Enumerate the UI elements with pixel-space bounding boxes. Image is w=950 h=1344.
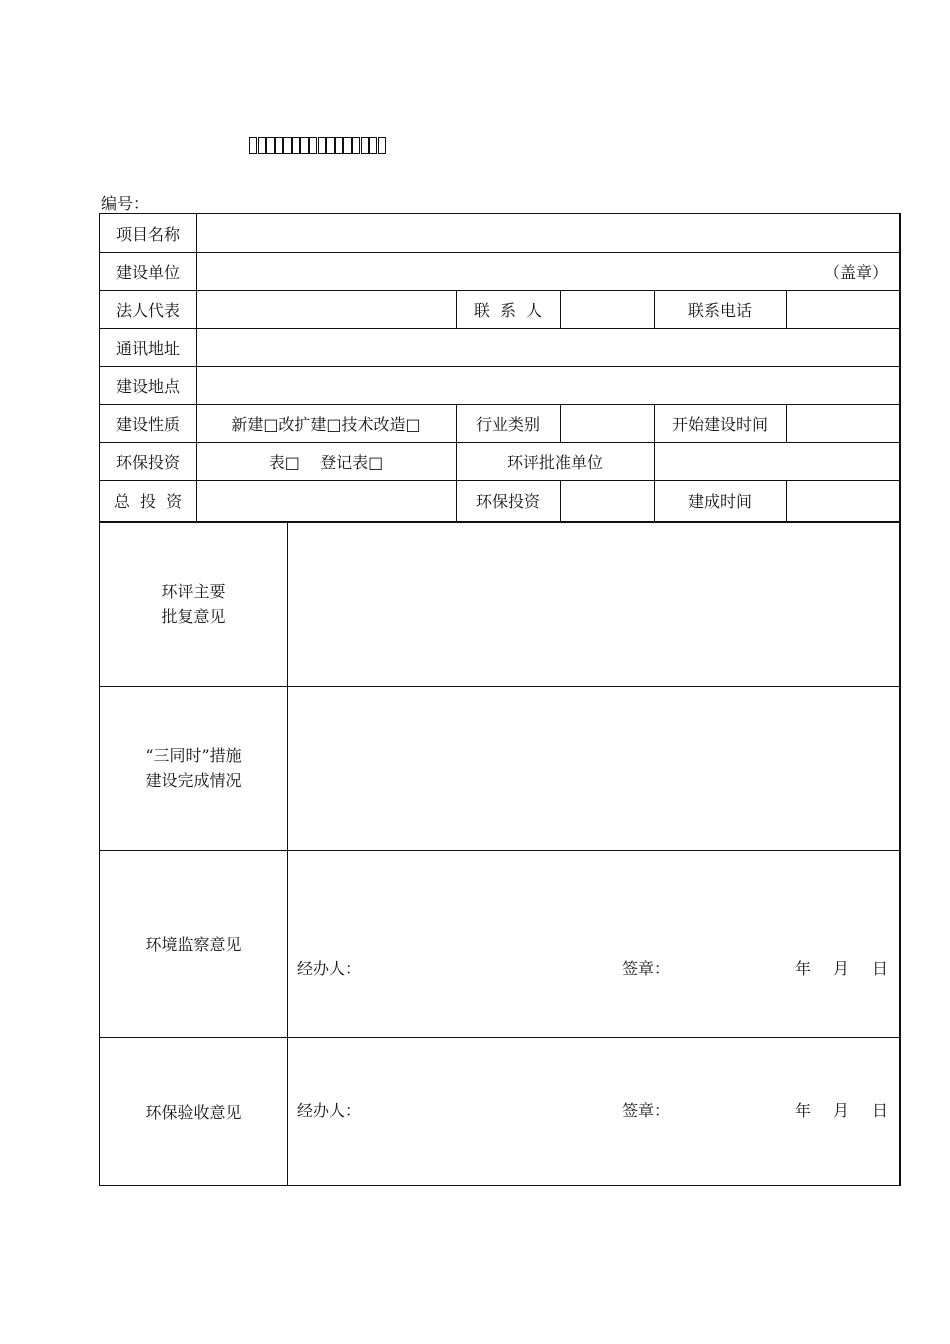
acceptance-year: 年 [795, 1101, 812, 1120]
field-eia-opinion[interactable] [287, 522, 900, 686]
label-three-same [100, 686, 287, 850]
label-address: 通讯地址 [115, 338, 180, 358]
number-label: 编号： [101, 194, 150, 213]
label-eia-opinion [100, 522, 287, 686]
field-total-invest[interactable] [196, 480, 456, 520]
label-env-invest: 环保投资 [115, 452, 180, 472]
label-nature: 建设性质 [115, 414, 180, 434]
field-phone[interactable] [786, 290, 900, 328]
title-glyph-box [300, 137, 308, 154]
acceptance-handler: 经办人： [297, 1101, 362, 1120]
label-complete-time: 建成时间 [687, 491, 752, 511]
acceptance-seal: 签章： [622, 1101, 671, 1120]
title-glyph-box [343, 137, 351, 154]
field-env-invest-2[interactable] [560, 480, 654, 520]
label-supervision: 环境监察意见 [145, 935, 242, 954]
field-site[interactable] [196, 366, 900, 404]
title-glyph-box [292, 137, 300, 154]
label-start-time: 开始建设时间 [671, 414, 768, 434]
label-approval-unit: 环评批准单位 [506, 452, 603, 472]
label-acceptance: 环保验收意见 [145, 1102, 242, 1122]
title-glyph-box [318, 137, 326, 154]
title-glyph-box [352, 137, 360, 154]
label-contact: 联 系 人 [473, 300, 543, 320]
field-project-name[interactable] [196, 214, 900, 252]
title-glyph-box [326, 137, 334, 154]
field-complete-time[interactable] [786, 480, 900, 520]
three-same-line1: “三同时”措施 [145, 746, 242, 765]
label-site: 建设地点 [115, 376, 180, 396]
eia-opinion-line1: 环评主要 [161, 582, 226, 601]
eia-opinion-line2: 批复意见 [161, 607, 226, 626]
title-glyph-box [369, 137, 377, 154]
field-supervision[interactable] [287, 850, 900, 1037]
label-legal-rep: 法人代表 [115, 300, 180, 320]
field-three-same[interactable] [287, 686, 900, 850]
field-address[interactable] [196, 328, 900, 366]
label-builder: 建设单位 [115, 262, 180, 282]
label-env-invest-2: 环保投资 [475, 491, 540, 511]
field-approval-unit[interactable] [654, 442, 900, 480]
title-glyph-box [283, 137, 291, 154]
field-start-time[interactable] [786, 404, 900, 442]
field-legal-rep[interactable] [196, 290, 456, 328]
title-glyph-box [258, 137, 266, 154]
field-industry[interactable] [560, 404, 654, 442]
supervision-seal: 签章： [622, 959, 671, 978]
table-hline [99, 1185, 901, 1186]
label-phone: 联系电话 [687, 300, 752, 320]
title-glyph-box [249, 137, 257, 154]
supervision-month: 月 [833, 959, 850, 978]
acceptance-day: 日 [872, 1101, 889, 1120]
form-options[interactable]: 表□ 登记表□ [268, 452, 384, 472]
label-industry: 行业类别 [475, 414, 540, 434]
title-glyph-box [335, 137, 343, 154]
field-builder[interactable] [196, 252, 900, 290]
title-glyph-box [361, 137, 369, 154]
title-glyph-box [378, 137, 386, 154]
seal-note: （盖章） [823, 262, 888, 282]
title-glyph-box [266, 137, 274, 154]
title-glyph-box [309, 137, 317, 154]
supervision-handler: 经办人： [297, 959, 362, 978]
acceptance-month: 月 [833, 1101, 850, 1120]
label-total-invest: 总 投 资 [113, 491, 183, 511]
supervision-day: 日 [872, 959, 889, 978]
title-glyph-box [275, 137, 283, 154]
field-contact[interactable] [560, 290, 654, 328]
three-same-line2: 建设完成情况 [145, 771, 242, 790]
page-title [249, 135, 387, 155]
supervision-year: 年 [795, 959, 812, 978]
label-project-name: 项目名称 [115, 224, 180, 244]
nature-options[interactable]: 新建□改扩建□技术改造□ [231, 414, 421, 434]
